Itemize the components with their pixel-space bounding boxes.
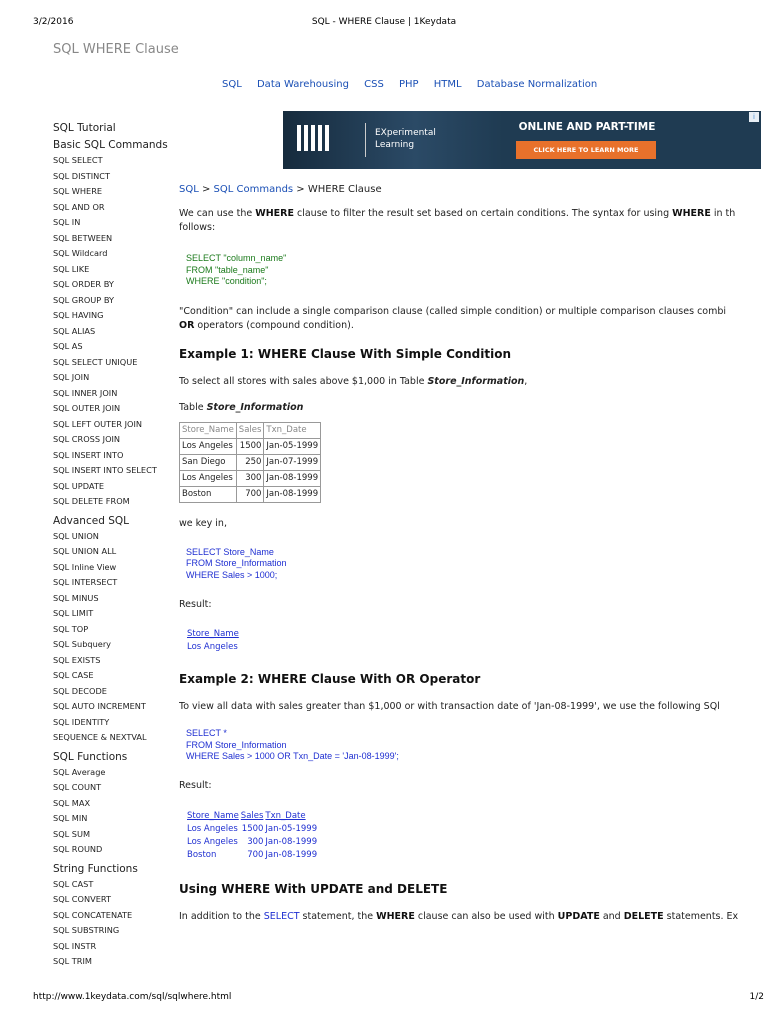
- example1-result-label: Result:: [179, 599, 212, 610]
- sidebar-item[interactable]: SQL INNER JOIN: [53, 387, 118, 398]
- table-header-row: Store_Name Sales Txn_Date: [187, 810, 306, 821]
- sidebar: [53, 122, 173, 970]
- adchoices-icon[interactable]: i: [749, 112, 759, 122]
- we-key-in-text: we key in,: [179, 517, 227, 529]
- sidebar-item[interactable]: SQL CASE: [53, 670, 94, 680]
- sidebar-item[interactable]: SQL ROUND: [53, 844, 103, 854]
- sidebar-item[interactable]: SQL UNION: [53, 530, 99, 541]
- site-title: SQL WHERE Clause: [53, 42, 179, 57]
- select-link[interactable]: SELECT: [263, 910, 300, 922]
- sidebar-item[interactable]: SQL BETWEEN: [53, 232, 113, 243]
- sidebar-item[interactable]: SQL DECODE: [53, 685, 107, 696]
- sidebar-item[interactable]: SQL INSERT INTO: [53, 449, 124, 460]
- sidebar-item[interactable]: SQL LIKE: [53, 263, 90, 274]
- table-row: Boston 700 Jan-08-1999: [180, 486, 321, 502]
- syntax-code-block: SELECT "column_name" FROM "table_name" WHERE "condition";: [186, 253, 287, 286]
- print-url: http://www.1keydata.com/sql/sqlwhere.html: [33, 992, 232, 1002]
- sidebar-item[interactable]: SQL Wildcard: [53, 248, 108, 258]
- breadcrumb-sql[interactable]: SQL: [179, 184, 199, 195]
- example1-description: To select all stores with sales above $1,000 in Table Store_Information,: [179, 375, 528, 387]
- sidebar-item[interactable]: SQL UNION ALL: [53, 546, 117, 556]
- sidebar-item[interactable]: SQL SELECT UNIQUE: [53, 356, 138, 367]
- table-row: Los Angeles 1500 Jan-05-1999: [187, 823, 318, 834]
- sidebar-item[interactable]: SEQUENCE & NEXTVAL: [53, 732, 147, 742]
- condition-paragraph: "Condition" can include a single comparison clause (called simple condition) or multiple comparison clauses combi: [179, 305, 727, 317]
- sidebar-item[interactable]: SQL Inline View: [53, 561, 117, 572]
- sidebar-item[interactable]: SQL SUBSTRING: [53, 925, 120, 935]
- sidebar-item[interactable]: SQL ORDER BY: [53, 279, 114, 289]
- print-title: SQL - WHERE Clause | 1Keydata: [311, 17, 457, 27]
- sidebar-item[interactable]: SQL SUM: [53, 828, 91, 839]
- sidebar-item[interactable]: SQL LEFT OUTER JOIN: [53, 418, 143, 429]
- update-delete-heading: Using WHERE With UPDATE and DELETE: [179, 881, 448, 896]
- topnav-css[interactable]: CSS: [364, 79, 384, 90]
- topnav-html[interactable]: HTML: [433, 79, 462, 90]
- condition-paragraph-cont: OR operators (compound condition).: [179, 319, 354, 331]
- topnav-php[interactable]: PHP: [399, 79, 419, 90]
- sidebar-item[interactable]: SQL SELECT: [53, 155, 103, 165]
- example2-heading: Example 2: WHERE Clause With OR Operator: [179, 672, 481, 686]
- sidebar-item[interactable]: SQL Average: [53, 766, 106, 777]
- sidebar-item[interactable]: SQL AS: [53, 341, 83, 351]
- ad-divider: [365, 123, 366, 157]
- sidebar-item[interactable]: SQL INSTR: [53, 940, 97, 951]
- sidebar-item[interactable]: SQL TOP: [53, 623, 89, 634]
- intro-paragraph-cont: follows:: [179, 222, 216, 233]
- breadcrumb-current: WHERE Clause: [307, 184, 382, 195]
- sidebar-item[interactable]: SQL LIMIT: [53, 608, 94, 618]
- sidebar-item[interactable]: SQL EXISTS: [53, 654, 101, 665]
- ad-headline: ONLINE AND PART-TIME: [518, 121, 656, 133]
- sidebar-item[interactable]: SQL CAST: [53, 878, 94, 889]
- example1-heading: Example 1: WHERE Clause With Simple Condition: [179, 346, 512, 361]
- example2-description: To view all data with sales greater than $1,000 or with transaction date of 'Jan-08-1999', we use the following SQl: [179, 701, 720, 712]
- sidebar-item[interactable]: SQL TRIM: [53, 956, 92, 966]
- example2-result-table: [187, 810, 319, 862]
- print-page-number: 1/2: [749, 992, 764, 1002]
- sidebar-item[interactable]: SQL HAVING: [53, 310, 104, 320]
- update-delete-paragraph: In addition to the SELECT statement, the WHERE clause can also be used with UPDATE and DELETE statements. Ex: [179, 910, 739, 922]
- sidebar-item[interactable]: SQL MINUS: [53, 592, 99, 603]
- example2-sql-block: SELECT * FROM Store_Information WHERE Sales > 1000 OR Txn_Date = 'Jan-08-1999';: [186, 728, 399, 761]
- sidebar-section-title[interactable]: Basic SQL Commands: [53, 139, 168, 151]
- print-header: [0, 0, 768, 34]
- sidebar-item[interactable]: SQL CONCATENATE: [53, 909, 133, 920]
- sidebar-item[interactable]: SQL AUTO INCREMENT: [53, 701, 146, 711]
- sidebar-item[interactable]: SQL IDENTITY: [53, 716, 110, 727]
- sidebar-item[interactable]: SQL CONVERT: [53, 894, 111, 904]
- sidebar-item[interactable]: SQL GROUP BY: [53, 294, 114, 305]
- sidebar-item[interactable]: SQL OUTER JOIN: [53, 403, 121, 413]
- sidebar-item[interactable]: SQL INSERT INTO SELECT: [53, 465, 157, 475]
- sidebar-item[interactable]: SQL MIN: [53, 813, 88, 823]
- sidebar-item[interactable]: SQL MAX: [53, 797, 91, 808]
- table-row: Los Angeles 300 Jan-08-1999: [187, 836, 318, 847]
- table-row: San Diego 250 Jan-07-1999: [180, 454, 321, 470]
- sidebar-section-title[interactable]: String Functions: [53, 862, 138, 875]
- topnav-data-warehousing[interactable]: Data Warehousing: [256, 79, 349, 90]
- example1-sql-block: SELECT Store_Name FROM Store_Information WHERE Sales > 1000;: [186, 546, 287, 580]
- sidebar-item[interactable]: SQL INTERSECT: [53, 577, 118, 587]
- table-header-row: Store_Name: [187, 629, 239, 639]
- ad-program-name: EXperimental Learning: [375, 128, 436, 150]
- sidebar-item[interactable]: SQL ALIAS: [53, 325, 96, 336]
- store-information-table: [179, 422, 321, 503]
- sidebar-item[interactable]: SQL WHERE: [53, 186, 103, 196]
- ad-logo: [297, 125, 332, 151]
- table-row: Los Angeles 1500 Jan-05-1999: [180, 438, 321, 454]
- sidebar-section-title[interactable]: SQL Tutorial: [53, 122, 116, 134]
- table-row: Los Angeles 300 Jan-08-1999: [180, 470, 321, 486]
- sidebar-item[interactable]: SQL Subquery: [53, 639, 112, 649]
- main-content: [179, 184, 739, 924]
- topnav-sql[interactable]: SQL: [222, 79, 242, 90]
- ad-banner[interactable]: [283, 111, 761, 169]
- sidebar-item[interactable]: SQL IN: [53, 217, 81, 227]
- sidebar-item[interactable]: SQL DELETE FROM: [53, 496, 130, 506]
- table-row: Los Angeles: [187, 642, 238, 652]
- sidebar-item[interactable]: SQL JOIN: [53, 372, 90, 382]
- sidebar-item[interactable]: SQL AND OR: [53, 201, 105, 212]
- topnav-database-normalization[interactable]: Database Normalization: [476, 79, 598, 90]
- top-nav: [222, 79, 609, 90]
- sidebar-item[interactable]: SQL DISTINCT: [53, 170, 110, 181]
- example2-result-label: Result:: [179, 779, 212, 791]
- sidebar-item[interactable]: SQL UPDATE: [53, 480, 105, 491]
- sidebar-item[interactable]: SQL COUNT: [53, 782, 102, 792]
- table-header-row: Store_Name Sales Txn_Date: [180, 422, 321, 438]
- sidebar-section-title[interactable]: Advanced SQL: [53, 514, 129, 527]
- print-date: 3/2/2016: [33, 17, 74, 27]
- breadcrumb-sql-commands[interactable]: SQL Commands: [213, 184, 294, 195]
- table-row: Boston 700 Jan-08-1999: [187, 849, 318, 860]
- breadcrumb: SQL > SQL Commands > WHERE Clause: [179, 184, 382, 195]
- example1-result-table: [187, 628, 241, 654]
- sidebar-item[interactable]: SQL CROSS JOIN: [53, 434, 121, 444]
- ad-cta-button[interactable]: CLICK HERE TO LEARN MORE: [516, 141, 656, 159]
- sidebar-section-title[interactable]: SQL Functions: [53, 750, 128, 763]
- intro-paragraph: We can use the WHERE clause to filter the result set based on certain conditions. The syntax for using WHERE in th: [179, 208, 736, 219]
- example1-table-label: Table Store_Information: [179, 401, 304, 413]
